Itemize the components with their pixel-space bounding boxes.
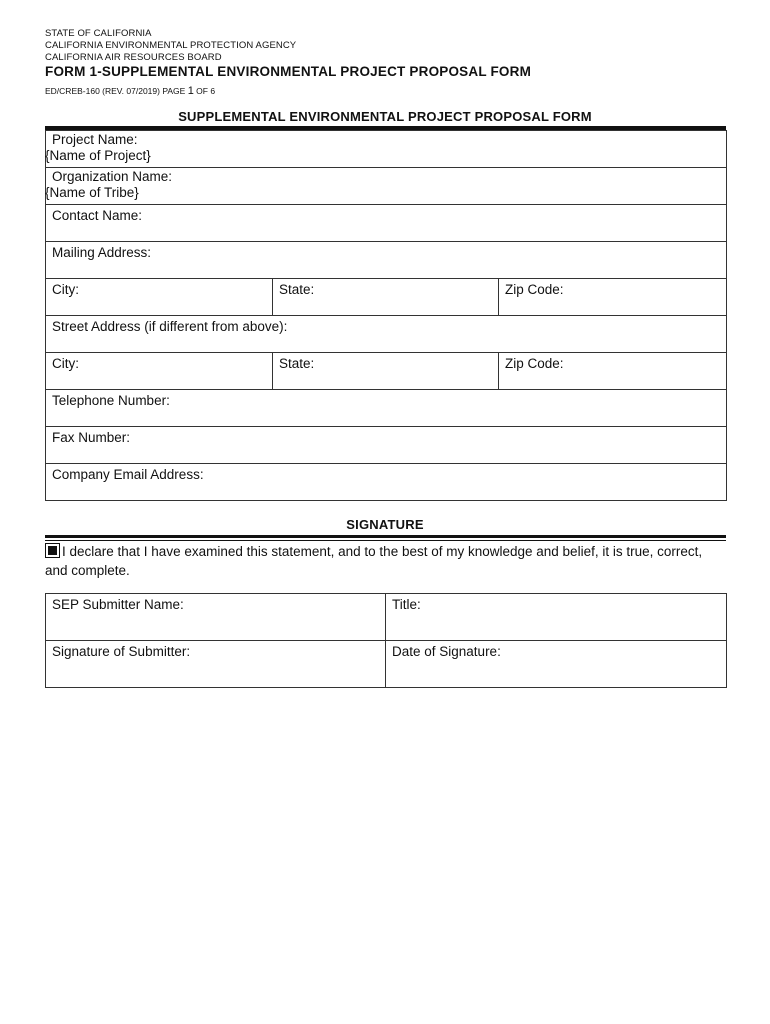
project-name-row bbox=[46, 131, 727, 168]
fax-field[interactable] bbox=[46, 427, 727, 464]
signature-title-rule bbox=[45, 535, 726, 538]
mailing-address-field[interactable] bbox=[46, 242, 727, 279]
mailing-address-label: Mailing Address: bbox=[52, 245, 152, 260]
project-name-value[interactable]: {Name of Project} bbox=[45, 148, 151, 163]
date-of-signature-label: Date of Signature: bbox=[392, 644, 501, 659]
city-label: City: bbox=[52, 282, 79, 297]
project-name-label: Project Name: bbox=[52, 132, 138, 147]
title-label: Title: bbox=[392, 597, 421, 612]
contact-name-field[interactable] bbox=[46, 205, 727, 242]
zip-code-label: Zip Code: bbox=[505, 282, 564, 297]
organization-name-row bbox=[46, 168, 727, 205]
zip-code-field[interactable] bbox=[499, 279, 727, 316]
title-field[interactable] bbox=[386, 594, 727, 641]
agency-carb: CALIFORNIA AIR RESOURCES BOARD bbox=[45, 52, 222, 63]
signature-title-rule-thin bbox=[45, 540, 726, 541]
declaration-text: I declare that I have examined this statement, and to the best of my knowledge and belief, it is true, correct, and complete. bbox=[45, 544, 703, 578]
signature-label: Signature of Submitter: bbox=[52, 644, 191, 659]
signature-section-title: SIGNATURE bbox=[346, 517, 424, 532]
organization-name-field[interactable] bbox=[46, 168, 727, 205]
signature-field[interactable] bbox=[46, 641, 386, 688]
project-name-field[interactable] bbox=[46, 131, 727, 168]
signature-table bbox=[45, 593, 727, 688]
state-2-field[interactable] bbox=[273, 353, 499, 390]
state-2-label: State: bbox=[279, 356, 315, 371]
agency-state: STATE OF CALIFORNIA bbox=[45, 28, 152, 39]
submitter-name-field[interactable] bbox=[46, 594, 386, 641]
city-field[interactable] bbox=[46, 279, 273, 316]
agency-calepa: CALIFORNIA ENVIRONMENTAL PROTECTION AGENCY bbox=[45, 40, 297, 51]
company-email-field[interactable] bbox=[46, 464, 727, 501]
form-meta bbox=[45, 85, 215, 97]
city-2-label: City: bbox=[52, 356, 79, 371]
page-number: 1 bbox=[187, 85, 194, 97]
telephone-label: Telephone Number: bbox=[52, 393, 170, 408]
company-email-label: Company Email Address: bbox=[52, 467, 204, 482]
zip-code-2-field[interactable] bbox=[499, 353, 727, 390]
city-2-field[interactable] bbox=[46, 353, 273, 390]
submitter-name-label: SEP Submitter Name: bbox=[52, 597, 184, 612]
form-title: FORM 1-SUPPLEMENTAL ENVIRONMENTAL PROJECT PROPOSAL FORM bbox=[45, 64, 532, 79]
declaration bbox=[45, 542, 725, 580]
declaration-checkbox[interactable] bbox=[45, 543, 60, 558]
page-of: OF 6 bbox=[193, 86, 216, 96]
organization-name-value[interactable]: {Name of Tribe} bbox=[45, 185, 139, 200]
telephone-field[interactable] bbox=[46, 390, 727, 427]
date-of-signature-field[interactable] bbox=[386, 641, 727, 688]
organization-name-label: Organization Name: bbox=[52, 169, 173, 184]
street-address-field[interactable] bbox=[46, 316, 727, 353]
fax-label: Fax Number: bbox=[52, 430, 131, 445]
state-label: State: bbox=[279, 282, 315, 297]
contact-name-label: Contact Name: bbox=[52, 208, 143, 223]
street-address-label: Street Address (if different from above): bbox=[52, 319, 288, 334]
proposal-section-title: SUPPLEMENTAL ENVIRONMENTAL PROJECT PROPOSAL FORM bbox=[178, 109, 592, 124]
form-id: ED/CREB-160 (REV. 07/2019) PAGE bbox=[45, 86, 188, 96]
state-field[interactable] bbox=[273, 279, 499, 316]
proposal-form-table bbox=[45, 130, 727, 501]
zip-code-2-label: Zip Code: bbox=[505, 356, 564, 371]
